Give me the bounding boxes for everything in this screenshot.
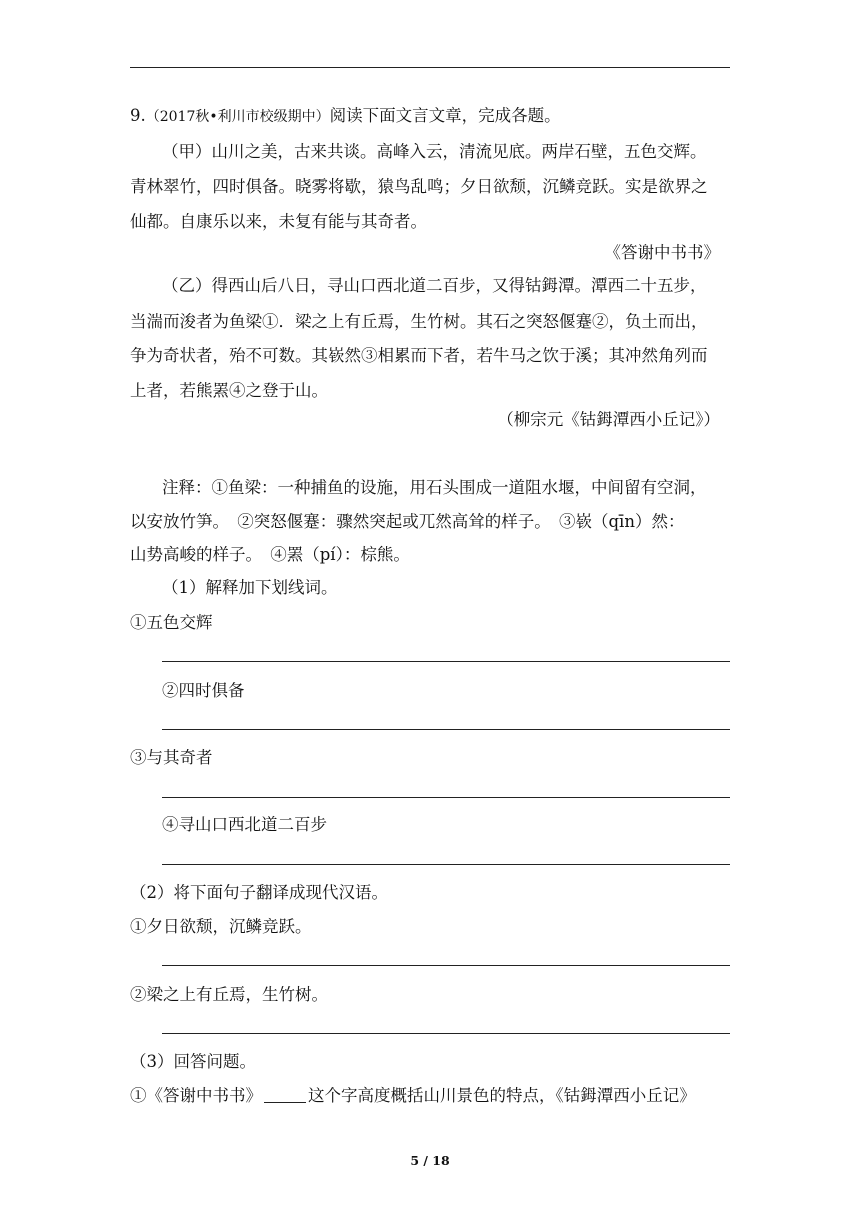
passage-b-line: 争为奇状者，殆不可数。其嵚然③相累而下者，若牛马之饮于溪；其冲然角列而 xyxy=(130,346,708,365)
part1-heading: （1）解释加下划线词。 xyxy=(162,578,338,597)
part1-item: ④寻山口西北道二百步 xyxy=(162,815,327,834)
fill-in-blank[interactable] xyxy=(264,1086,306,1103)
passage-b-line: （乙）得西山后八日，寻山口西北道二百步，又得钴鉧潭。潭西二十五步， xyxy=(162,276,707,295)
answer-line[interactable] xyxy=(162,965,730,966)
question-prompt: 阅读下面文言文章，完成各题。 xyxy=(329,106,561,125)
question-number: 9. xyxy=(130,106,146,125)
answer-line[interactable] xyxy=(162,729,730,730)
part2-item: ①夕日欲颓，沉鳞竞跃。 xyxy=(130,917,312,936)
passage-b-source: （柳宗元《钴鉧潭西小丘记》） xyxy=(497,410,720,429)
passage-b-line: 当湍而浚者为鱼梁①．梁之上有丘焉，生竹树。其石之突怒偃蹇②，负土而出， xyxy=(130,312,708,331)
part3-item-start: ①《答谢中书书》 xyxy=(130,1086,262,1105)
part3-heading: （3）回答问题。 xyxy=(130,1052,256,1071)
part1-item: ③与其奇者 xyxy=(130,748,213,767)
header-rule xyxy=(130,67,730,68)
answer-line[interactable] xyxy=(162,661,730,662)
notes-line: 山势高峻的样子。 ④罴（pí）：棕熊。 xyxy=(130,545,410,564)
question-source: （2017秋•利川市校级期中） xyxy=(145,109,330,125)
part2-item: ②梁之上有丘焉，生竹树。 xyxy=(130,985,328,1004)
passage-a-line: （甲）山川之美，古来共谈。高峰入云，清流见底。两岸石壁，五色交辉。 xyxy=(162,142,707,161)
part3-item-rest: 这个字高度概括山川景色的特点，《钴鉧潭西小丘记》 xyxy=(308,1086,696,1105)
part3-item xyxy=(130,1086,696,1106)
part2-heading: （2）将下面句子翻译成现代汉语。 xyxy=(130,883,388,902)
passage-b-line: 上者，若熊罴④之登于山。 xyxy=(130,381,328,400)
passage-a-source: 《答谢中书书》 xyxy=(604,243,720,262)
answer-line[interactable] xyxy=(162,1033,730,1034)
part1-item: ②四时俱备 xyxy=(162,681,245,700)
answer-line[interactable] xyxy=(162,797,730,798)
question-heading xyxy=(130,106,561,127)
notes-line: 以安放竹笋。 ②突怒偃蹇：骤然突起或兀然高耸的样子。 ③嵚（qīn）然： xyxy=(130,512,685,531)
passage-a-line: 青林翠竹，四时俱备。晓雾将歇，猿鸟乱鸣；夕日欲颓，沉鳞竞跃。实是欲界之 xyxy=(130,177,708,196)
page-number: 5 / 18 xyxy=(410,1153,450,1168)
answer-line[interactable] xyxy=(162,864,730,865)
notes-line: 注释：①鱼梁：一种捕鱼的设施，用石头围成一道阻水堰，中间留有空洞， xyxy=(162,478,707,497)
passage-a-line: 仙都。自康乐以来，未复有能与其奇者。 xyxy=(130,212,427,231)
part1-item: ①五色交辉 xyxy=(130,613,213,632)
